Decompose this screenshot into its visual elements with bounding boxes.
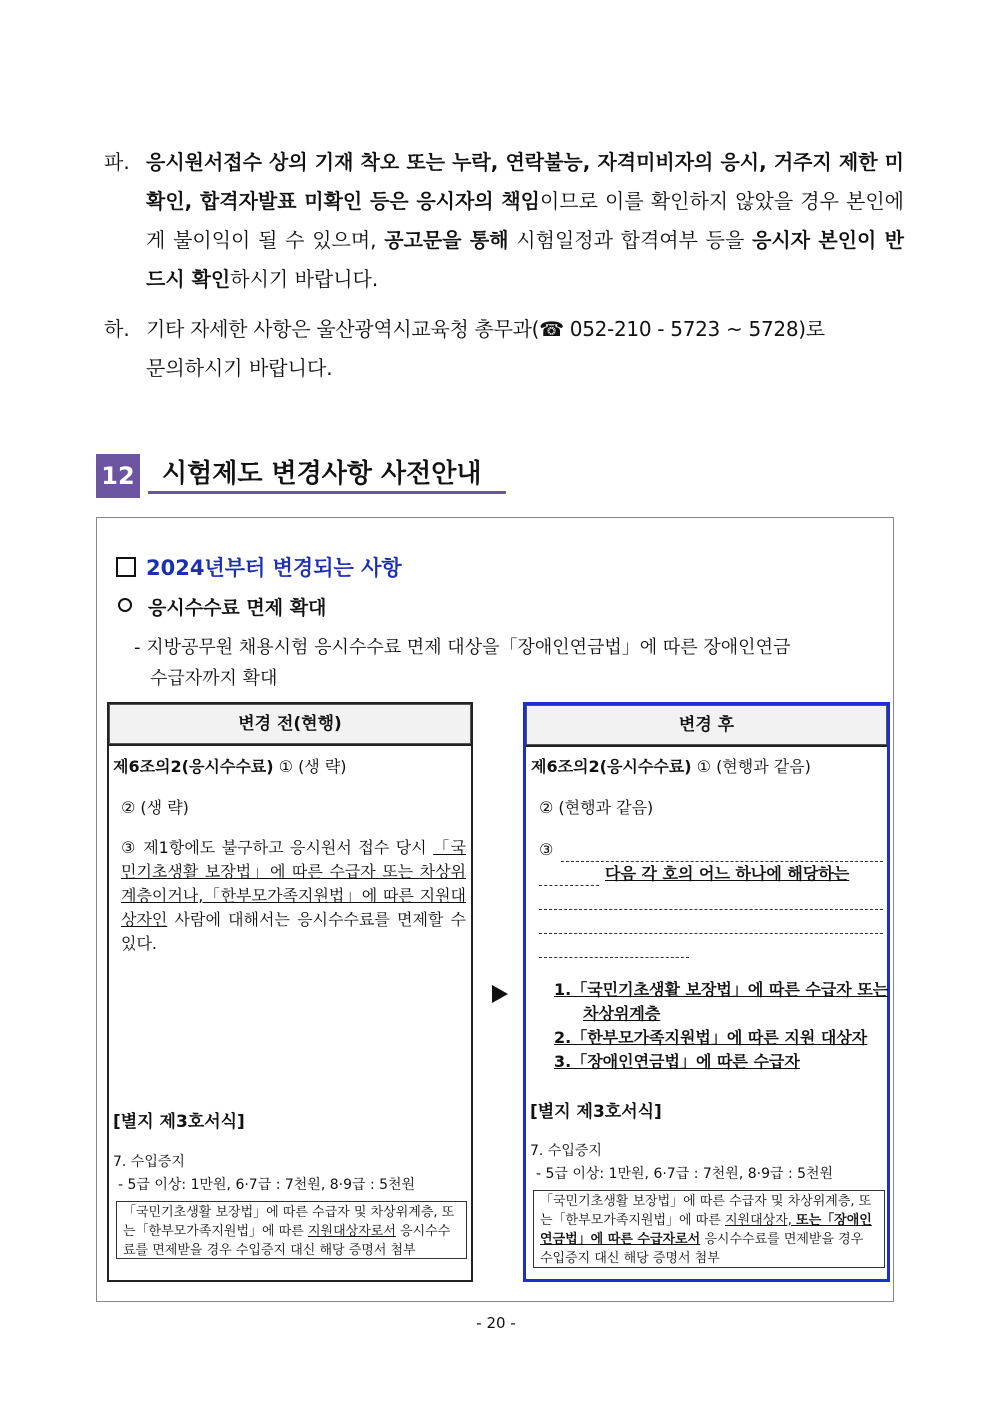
list-item: 1.「국민기초생활 보장법」에 따른 수급자 또는 (554, 980, 889, 999)
section-title: 시험제도 변경사항 사전안내 (148, 454, 506, 494)
dash-line: - 지방공무원 채용시험 응시수수료 면제 대상을「장애인연금법」에 따른 장애인연금 (134, 637, 791, 658)
circle-bullet-icon (118, 598, 132, 612)
after-clause-3 (539, 838, 883, 958)
after-list (554, 978, 888, 1074)
before-article (113, 755, 468, 779)
item-marker: 하. (104, 317, 130, 341)
omitted-line (539, 934, 689, 958)
clause-marker: ③ (539, 840, 554, 859)
after-header: 변경 후 (526, 705, 887, 747)
after-note: 「국민기초생활 보장법」에 따른 수급자 및 차상위계층, 또는「한부모가족지원법」에 따른 지원대상자, 또는「장애인연금법」에 따른 수급자로서 응시수수료를 면제받을 경우 수입증지 대신 해당 증명서 첨부 (533, 1190, 885, 1268)
article-title: 제6조의2(응시수수료) (531, 757, 692, 776)
item-line: 문의하시기 바랍니다. (146, 356, 333, 380)
changed-phrase: 다음 각 호의 어느 하나에 해당하는 (605, 864, 850, 883)
omitted-line (539, 910, 883, 934)
article-clause: ① (현행과 같음) (691, 757, 811, 776)
square-heading (116, 552, 402, 582)
page-number: - 20 - (476, 1314, 516, 1332)
item-text: 응시원서접수 상의 기재 착오 또는 누락, 연락불능, 자격미비자의 응시, 거주지 제한 미확인, 합격자발표 미확인 등은 응시자의 책임이므로 이를 확인하지 않았을 경우 본인에게 불이익이 될 수 있으며, 공고문을 통해 시험일정과 합격여부 등을 응시자 본인이 반드시 확인하시기 바랍니다. (146, 150, 904, 291)
arrow-right-icon (492, 985, 508, 1003)
list-item: 2.「한부모가족지원법」에 따른 지원 대상자 (554, 1028, 868, 1047)
before-clause-3: ③ 제1항에도 불구하고 응시원서 접수 당시 「국민기초생활 보장법」에 따른 수급자 또는 차상위 계층이거나,「한부모가족지원법」에 따른 지원대상자인 사람에 대해서는 응시수수료를 면제할 수 있다. (121, 838, 466, 953)
before-header: 변경 전(현행) (109, 704, 471, 746)
before-note: 「국민기초생활 보장법」에 따른 수급자 및 차상위계층, 또는「한부모가족지원법」에 따른 지원대상자로서 응시수수료를 면제받을 경우 수입증지 대신 해당 증명서 첨부 (116, 1201, 467, 1259)
article-clause: ① (생 략) (273, 757, 347, 776)
omitted-line (539, 886, 883, 910)
after-annex: [별지 제3호서식] (530, 1102, 662, 1122)
after-fee: - 5급 이상: 1만원, 6·7급 : 7천원, 8·9급 : 5천원 (536, 1166, 834, 1182)
after-article (531, 755, 883, 779)
notice-item-ha (104, 310, 904, 388)
after-stamp-heading: 7. 수입증지 (530, 1143, 602, 1159)
omitted-line (539, 862, 599, 886)
section-number: 12 (96, 454, 140, 498)
list-item: 3.「장애인연금법」에 따른 수급자 (554, 1052, 800, 1071)
circle-heading (118, 593, 326, 620)
article-title: 제6조의2(응시수수료) (113, 757, 274, 776)
item-line: 기타 자세한 사항은 울산광역시교육청 총무과(☎ 052-210 - 5723 ~ 5728)로 (146, 317, 825, 341)
before-stamp-heading: 7. 수입증지 (113, 1154, 185, 1170)
list-item: 차상위계층 (583, 1004, 661, 1023)
before-clause-2: ② (생 략) (121, 798, 189, 817)
notice-item-pa (104, 143, 904, 299)
before-annex: [별지 제3호서식] (113, 1112, 245, 1132)
dash-description (134, 632, 874, 694)
before-fee: - 5급 이상: 1만원, 6·7급 : 7천원, 8·9급 : 5천원 (118, 1177, 416, 1193)
square-heading-text: 2024년부터 변경되는 사항 (146, 556, 402, 580)
omitted-line (561, 838, 883, 862)
square-bullet-icon (116, 557, 136, 577)
circle-heading-text: 응시수수료 면제 확대 (148, 597, 327, 619)
item-marker: 파. (104, 150, 130, 174)
dash-line: 수급자까지 확대 (150, 668, 278, 689)
after-clause-2: ② (현행과 같음) (539, 798, 654, 817)
item-text (146, 310, 904, 388)
